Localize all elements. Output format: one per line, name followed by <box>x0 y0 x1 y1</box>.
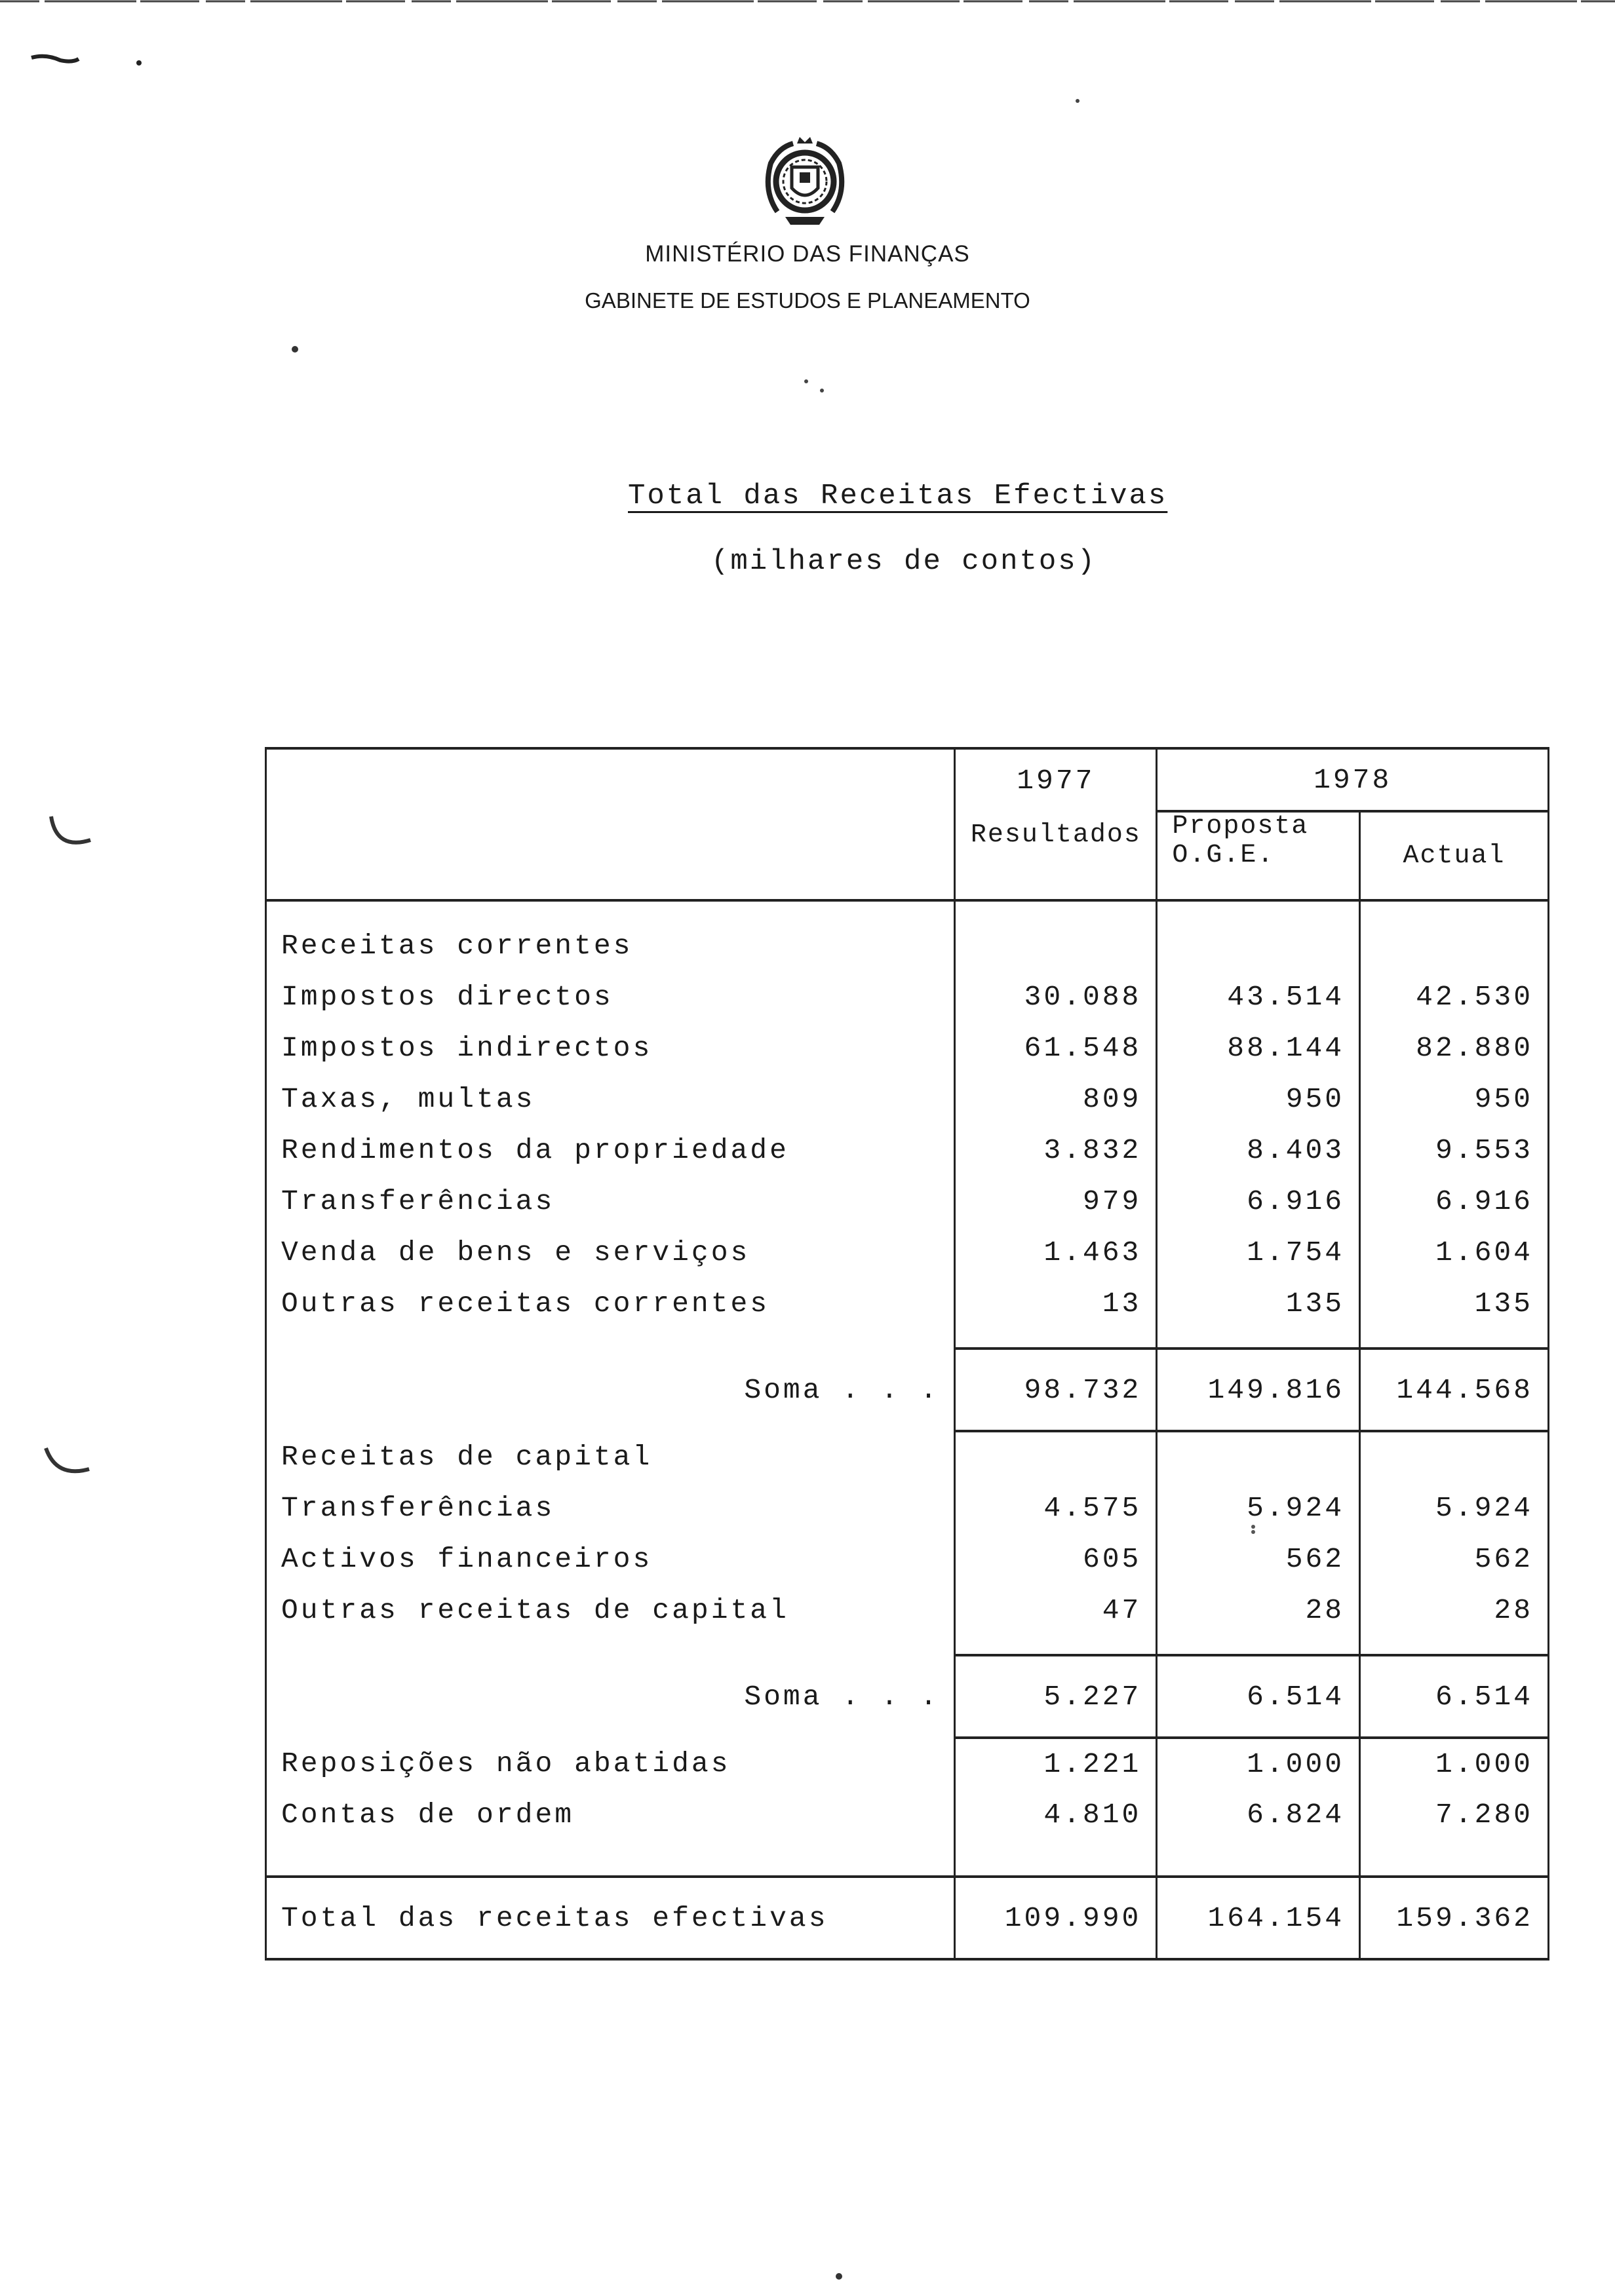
table-row: Outras receitas de capital 47 28 28 <box>266 1584 1549 1636</box>
table-row: Activos financeiros 605 562 562 <box>266 1533 1549 1584</box>
table-row: Impostos directos 30.088 43.514 42.530 <box>266 971 1549 1022</box>
table-row: Impostos indirectos 61.548 88.144 82.880 <box>266 1022 1549 1073</box>
table-row: Rendimentos da propriedade 3.832 8.403 9.553 <box>266 1124 1549 1176</box>
coat-of-arms-emblem <box>759 134 851 229</box>
header-proposta-oge <box>1157 811 1360 900</box>
header-blank <box>266 748 955 900</box>
table-row: Venda de bens e serviços 1.463 1.754 1.604 <box>266 1227 1549 1278</box>
table-row: Transferências 979 6.916 6.916 <box>266 1176 1549 1227</box>
table-row: Outras receitas correntes 13 135 135 <box>266 1278 1549 1329</box>
header-actual: Actual <box>1360 811 1549 900</box>
header-1978: 1978 <box>1157 748 1549 811</box>
soma-row-correntes: Soma . . . 98.732 149.816 144.568 <box>266 1349 1549 1431</box>
group-label-capital: Receitas de capital <box>266 1431 955 1482</box>
table-row: Transferências 4.575 5.924 5.924 <box>266 1482 1549 1533</box>
page-title: Total das Receitas Efectivas <box>628 480 1168 512</box>
office-name: GABINETE DE ESTUDOS E PLANEAMENTO <box>585 288 1030 313</box>
page-subtitle: (milhares de contos) <box>711 545 1097 578</box>
header-resultados: Resultados <box>955 811 1157 900</box>
group-label-correntes: Receitas correntes <box>266 920 955 971</box>
table-row: Reposições não abatidas 1.221 1.000 1.000 <box>266 1738 1549 1789</box>
header-proposta: Proposta <box>1172 812 1309 841</box>
header-1977: 1977 <box>955 748 1157 811</box>
ministry-name: MINISTÉRIO DAS FINANÇAS <box>645 241 970 267</box>
receitas-table <box>265 747 1549 1961</box>
soma-row-capital: Soma . . . 5.227 6.514 6.514 <box>266 1655 1549 1738</box>
table-row: Taxas, multas 809 950 950 <box>266 1073 1549 1124</box>
header-oge: O.G.E. <box>1172 841 1275 870</box>
table-row: Contas de ordem 4.810 6.824 7.280 <box>266 1789 1549 1840</box>
total-row: Total das receitas efectivas 109.990 164.154 159.362 <box>266 1877 1549 1959</box>
